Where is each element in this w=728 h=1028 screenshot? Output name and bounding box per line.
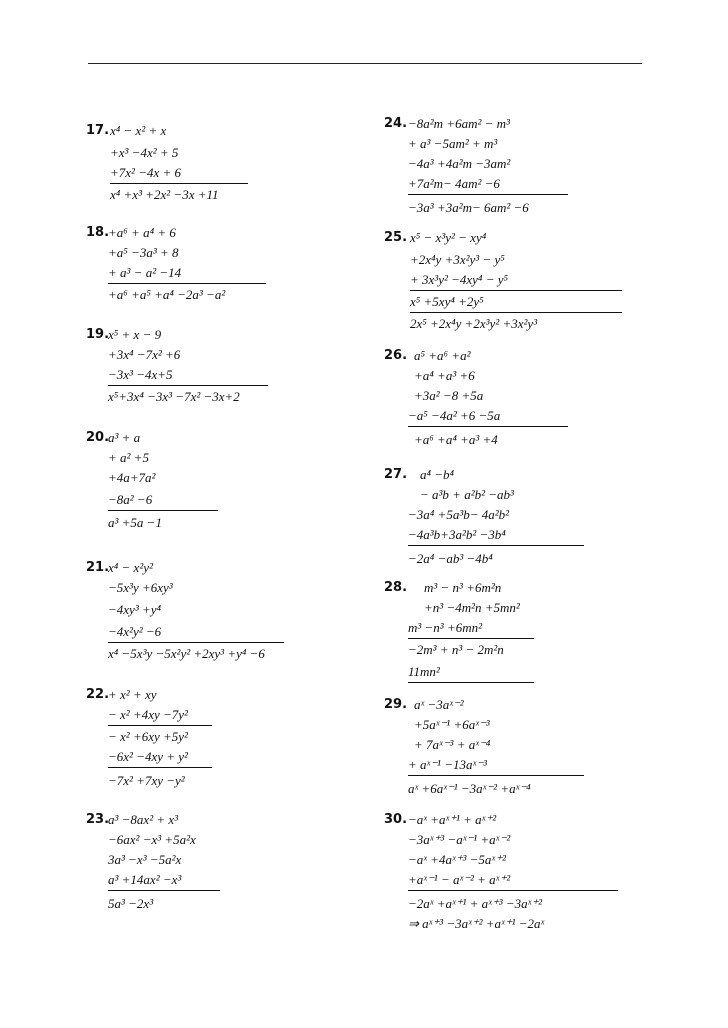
line-2: +x³ −4x² + 5: [110, 145, 179, 160]
line-2: +3x⁴ −7x² +6: [108, 347, 181, 362]
line-2: +5aˣ⁻¹ +6aˣ⁻³: [414, 717, 490, 732]
line-2: +a⁵ −3a³ + 8: [108, 245, 179, 260]
line-2: −3aˣ⁺³ −aˣ⁻¹ +aˣ⁻²: [408, 832, 511, 847]
line-1: +a⁶ + a⁴ + 6: [108, 225, 176, 240]
line-2: + a³ −5am² + m³: [408, 136, 498, 151]
problem-number: 23.: [86, 812, 110, 827]
line-4: −2m³ + n³ − 2m²n: [408, 642, 504, 657]
line-4: x⁵+3x⁴ −3x³ −7x² −3x+2: [108, 389, 240, 404]
line-3: −4a³ +4a²m −3am²: [408, 156, 511, 171]
line-1: a³ −8ax² + x³: [108, 812, 179, 827]
line-5: x⁴ −5x³y −5x²y² +2xy³ +y⁴ −6: [108, 646, 265, 661]
problem-number: 22.: [86, 687, 110, 702]
problem-number: 20.: [86, 430, 110, 445]
line-5: −2aˣ +aˣ⁺¹ + aˣ⁺³ −3aˣ⁺²: [408, 896, 543, 911]
line-5: −2a⁴ −ab³ −4b⁴: [408, 551, 493, 566]
header-rule: [88, 63, 642, 64]
line-3: −3a⁴ +5a³b− 4a²b²: [408, 507, 510, 522]
line-3: m³ −n³ +6mn²: [408, 620, 534, 639]
line-3: −aˣ +4aˣ⁺³ −5aˣ⁺²: [408, 852, 506, 867]
line-4: +a⁶ +a⁵ +a⁴ −2a³ −a²: [108, 287, 226, 302]
line-4: −6x² −4xy + y²: [108, 749, 212, 768]
problem-number: 25.: [384, 230, 408, 245]
line-2: +a⁴ +a³ +6: [414, 368, 475, 383]
line-2: + a² +5: [108, 450, 149, 465]
problem-number: 28.: [384, 580, 408, 595]
line-3: +3a² −8 +5a: [414, 388, 484, 403]
line-5: 5a³ −2x³: [108, 896, 154, 911]
line-4: x⁵ +5xy⁴ +2y⁵: [410, 294, 622, 313]
line-3: + 7aˣ⁻³ + aˣ⁻⁴: [414, 737, 491, 752]
line-1: x⁵ − x³y² − xy⁴: [410, 230, 487, 245]
line-5: −3a³ +3a²m− 6am² −6: [408, 200, 529, 215]
line-2: +2x⁴y +3x²y³ − y⁵: [410, 252, 505, 267]
line-1: m³ − n³ +6m²n: [424, 580, 502, 595]
problem-number: 27.: [384, 467, 408, 482]
line-3: −3x³ −4x+5: [108, 367, 268, 386]
problem-number: 29.: [384, 697, 408, 712]
line-1: −8a²m +6am² − m³: [408, 116, 510, 131]
line-4: a³ +14ax² −x³: [108, 872, 220, 891]
problem-number: 19.: [86, 327, 110, 342]
line-4: −4x²y² −6: [108, 624, 284, 643]
line-5: 11mn²: [408, 664, 534, 683]
line-1: −aˣ +aˣ⁺¹ + aˣ⁺²: [408, 812, 497, 827]
problem-number: 30.: [384, 812, 408, 827]
line-3: +4a+7a²: [108, 470, 156, 485]
line-2: − x² +4xy −7y²: [108, 707, 212, 726]
line-5: aˣ +6aˣ⁻¹ −3aˣ⁻² +aˣ⁻⁴: [408, 781, 531, 796]
problem-number: 24.: [384, 116, 408, 131]
line-2: −5x³y +6xy³: [108, 580, 173, 595]
line-4: −a⁵ −4a² +6 −5a: [408, 408, 568, 427]
line-4: x⁴ +x³ +2x² −3x +11: [110, 187, 219, 202]
line-4: + aˣ⁻¹ −13aˣ⁻³: [408, 757, 584, 776]
line-4: +aˣ⁻¹ − aˣ⁻² + aˣ⁺²: [408, 872, 618, 891]
line-1: x⁴ − x²y²: [108, 560, 153, 575]
line-4: +7a²m− 4am² −6: [408, 176, 568, 195]
line-3: +7x² −4x + 6: [110, 165, 248, 184]
line-1: a³ + a: [108, 430, 141, 445]
problem-number: 18.: [86, 225, 110, 240]
line-3: 3a³ −x³ −5a²x: [108, 852, 182, 867]
line-5: 2x⁵ +2x⁴y +2x³y² +3x²y³: [410, 316, 538, 331]
problem-number: 21.: [86, 560, 110, 575]
line-5: a³ +5a −1: [108, 515, 162, 530]
problem-number: 17.: [86, 123, 110, 138]
line-4: −8a² −6: [108, 492, 218, 511]
line-1: + x² + xy: [108, 687, 157, 702]
line-4: −4a³b+3a²b² −3b⁴: [408, 527, 584, 546]
line-5: +a⁶ +a⁴ +a³ +4: [414, 432, 498, 447]
line-1: aˣ −3aˣ⁻²: [414, 697, 464, 712]
line-5: −7x² +7xy −y²: [108, 773, 185, 788]
line-3: −4xy³ +y⁴: [108, 602, 162, 617]
line-1: x⁵ + x − 9: [108, 327, 162, 342]
line-1: x⁴ − x² + x: [110, 123, 167, 138]
line-6: ⇒ aˣ⁺³ −3aˣ⁺² +aˣ⁺¹ −2aˣ: [408, 916, 545, 931]
line-1: a⁵ +a⁶ +a²: [414, 348, 471, 363]
problem-number: 26.: [384, 348, 408, 363]
line-2: +n³ −4m²n +5mn²: [424, 600, 520, 615]
line-1: a⁴ −b⁴: [420, 467, 455, 482]
line-2: −6ax² −x³ +5a²x: [108, 832, 196, 847]
line-3: − x² +6xy +5y²: [108, 729, 188, 744]
line-3: + a³ − a² −14: [108, 265, 266, 284]
line-3: + 3x³y² −4xy⁴ − y⁵: [410, 272, 622, 291]
line-2: − a³b + a²b² −ab³: [420, 487, 514, 502]
